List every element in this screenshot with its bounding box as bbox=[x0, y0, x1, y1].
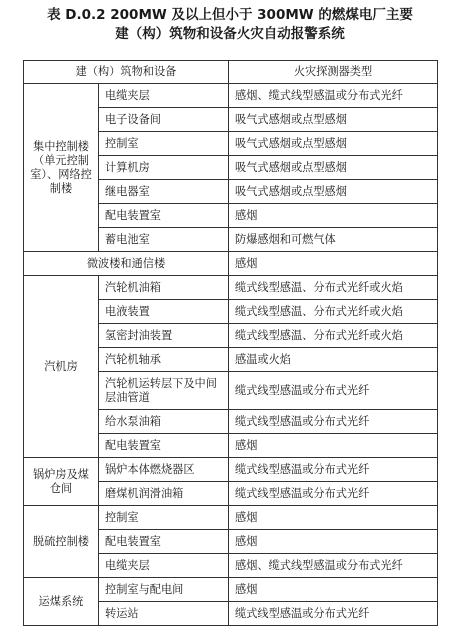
header-detector: 火灾探测器类型 bbox=[229, 61, 438, 84]
fire-alarm-table bbox=[23, 60, 438, 626]
detector-cell: 感烟 bbox=[229, 578, 438, 602]
detector-cell: 吸气式感烟或点型感烟 bbox=[229, 180, 438, 204]
table-row bbox=[24, 458, 438, 482]
table-row bbox=[24, 84, 438, 108]
room-cell: 给水泵油箱 bbox=[99, 410, 229, 434]
room-cell: 计算机房 bbox=[99, 156, 229, 180]
room-cell: 电缆夹层 bbox=[99, 84, 229, 108]
detector-cell: 缆式线型感温或分布式光纤 bbox=[229, 602, 438, 626]
building-name: 运煤系统 bbox=[24, 578, 99, 626]
room-cell: 汽轮机油箱 bbox=[99, 276, 229, 300]
table-title bbox=[0, 0, 460, 48]
detector-cell: 缆式线型感温或分布式光纤 bbox=[229, 410, 438, 434]
room-cell: 控制室 bbox=[99, 506, 229, 530]
room-cell: 控制室 bbox=[99, 132, 229, 156]
detector-cell: 吸气式感烟或点型感烟 bbox=[229, 156, 438, 180]
building-name: 汽机房 bbox=[24, 276, 99, 458]
table-header-row bbox=[24, 61, 438, 84]
building-name: 锅炉房及煤仓间 bbox=[24, 458, 99, 506]
detector-cell: 感烟 bbox=[229, 204, 438, 228]
detector-cell: 缆式线型感温、分布式光纤或火焰 bbox=[229, 300, 438, 324]
room-cell: 氢密封油装置 bbox=[99, 324, 229, 348]
detector-cell: 感温或火焰 bbox=[229, 348, 438, 372]
detector-cell: 缆式线型感温或分布式光纤 bbox=[229, 372, 438, 410]
detector-cell: 感烟、缆式线型感温或分布式光纤 bbox=[229, 84, 438, 108]
table-title-line-1: 表 D.0.2 200MW 及以上但小于 300MW 的燃煤电厂主要 bbox=[47, 7, 413, 23]
detector-cell: 吸气式感烟或点型感烟 bbox=[229, 132, 438, 156]
detector-cell: 缆式线型感温、分布式光纤或火焰 bbox=[229, 324, 438, 348]
table-row bbox=[24, 506, 438, 530]
building-name: 集中控制楼（单元控制室）、网络控制楼 bbox=[24, 84, 99, 252]
detector-cell: 感烟 bbox=[229, 434, 438, 458]
room-cell: 配电装置室 bbox=[99, 434, 229, 458]
room-cell: 磨煤机润滑油箱 bbox=[99, 482, 229, 506]
table-row bbox=[24, 276, 438, 300]
room-cell: 配电装置室 bbox=[99, 530, 229, 554]
detector-cell: 缆式线型感温、分布式光纤或火焰 bbox=[229, 276, 438, 300]
detector-cell: 感烟 bbox=[229, 506, 438, 530]
room-cell: 蓄电池室 bbox=[99, 228, 229, 252]
building-name: 微波楼和通信楼 bbox=[24, 252, 229, 276]
room-cell: 汽轮机运转层下及中间层油管道 bbox=[99, 372, 229, 410]
table-row bbox=[24, 578, 438, 602]
room-cell: 配电装置室 bbox=[99, 204, 229, 228]
detector-cell: 防爆感烟和可燃气体 bbox=[229, 228, 438, 252]
room-cell: 继电器室 bbox=[99, 180, 229, 204]
room-cell: 汽轮机轴承 bbox=[99, 348, 229, 372]
room-cell: 控制室与配电间 bbox=[99, 578, 229, 602]
table-row bbox=[24, 252, 438, 276]
detector-cell: 缆式线型感温或分布式光纤 bbox=[229, 458, 438, 482]
room-cell: 锅炉本体燃烧器区 bbox=[99, 458, 229, 482]
header-building: 建（构）筑物和设备 bbox=[24, 61, 229, 84]
building-name: 脱硫控制楼 bbox=[24, 506, 99, 578]
detector-cell: 吸气式感烟或点型感烟 bbox=[229, 108, 438, 132]
room-cell: 电缆夹层 bbox=[99, 554, 229, 578]
detector-cell: 感烟 bbox=[229, 252, 438, 276]
detector-cell: 感烟、缆式线型感温或分布式光纤 bbox=[229, 554, 438, 578]
room-cell: 电子设备间 bbox=[99, 108, 229, 132]
table-title-line-2: 建（构）筑物和设备火灾自动报警系统 bbox=[115, 26, 345, 42]
room-cell: 转运站 bbox=[99, 602, 229, 626]
detector-cell: 感烟 bbox=[229, 530, 438, 554]
room-cell: 电液装置 bbox=[99, 300, 229, 324]
detector-cell: 缆式线型感温或分布式光纤 bbox=[229, 482, 438, 506]
